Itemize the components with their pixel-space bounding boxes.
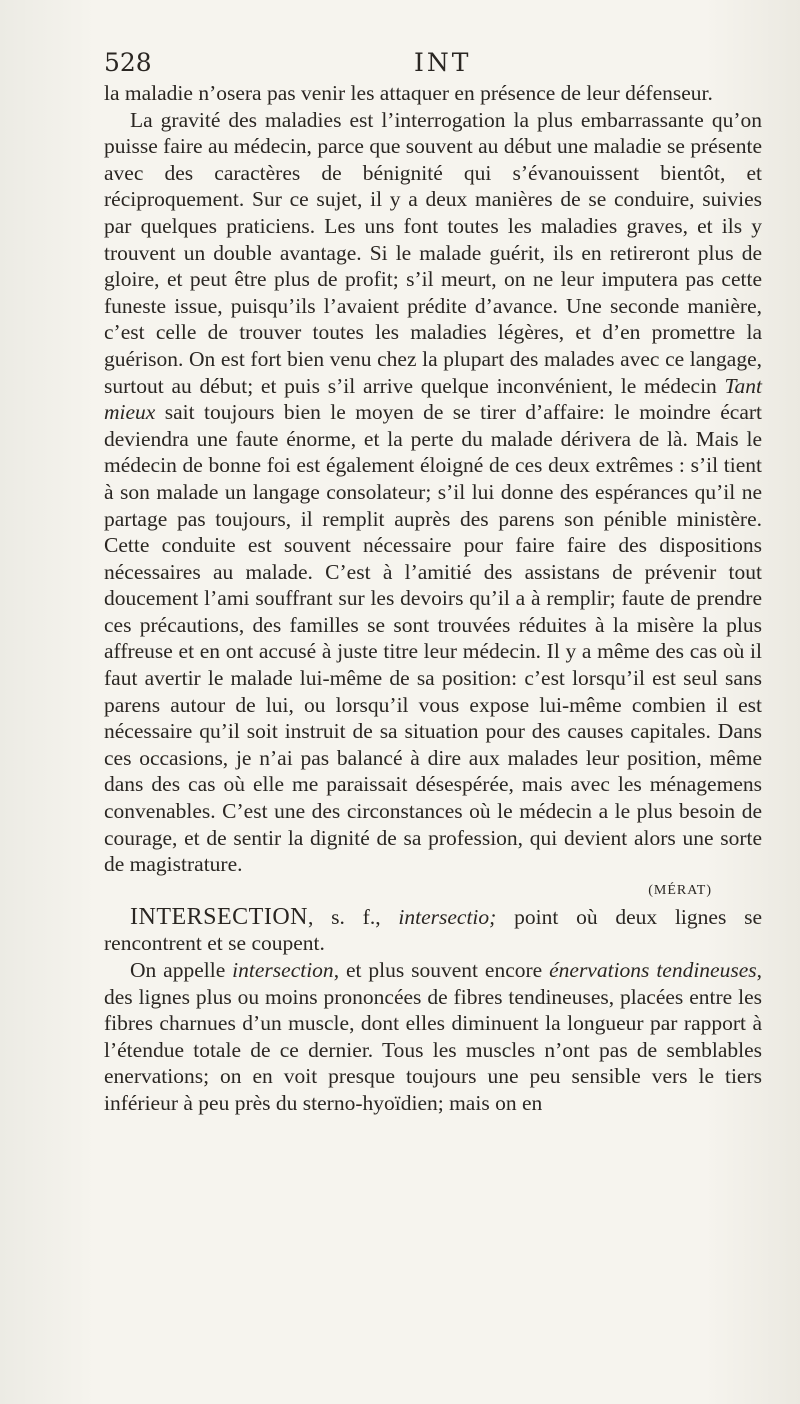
page-header — [104, 48, 764, 84]
italic-text: intersection — [232, 958, 334, 982]
italic-text: énervations tendineuses — [549, 958, 757, 982]
text-run: sait toujours bien le moyen de se tirer d’affaire: le moindre écart deviendra une faute énorme, et la perte du malade dérivera de là. Mais le médecin de bonne foi est également éloigné de ces deux extrêmes : s’il tient à son malade un langage consolateur; s’il lui donne des espérances qu’il ne partage pas toujours, il remplit auprès des parens son pénible ministère. Cette conduite est souvent nécessaire pour faire faire des dispositions nécessaires au malade. C’est à l’amitié des assistans de prévenir tout doucement l’ami souffrant sur les devoirs qu’il a à remplir; faute de prendre ces précautions, des familles se sont trouvées réduites à la misère la plus affreuse et en ont accusé à juste titre leur médecin. Il y a même des cas où il faut avertir le malade lui-même de sa position: c’est lorsqu’il est seul sans parens autour de lui, ou lorsqu’il vous expose lui-même combien il est nécessaire qu’il soit instruit de sa situation pour des causes capitales. Dans ces occasions, je n’ai pas balancé à dire aux malades leur position, même dans des cas où elle me paraissait désespérée, mais avec les ménagemens convenables. C’est une des circonstances où le médecin a le plus besoin de courage, et de sentir la dignité de sa profession, qui devient alors une sorte de magistrature. — [104, 400, 762, 877]
text-run: , des lignes plus ou moins prononcées de fibres tendineuses, placées entre les fibres charnues d’un muscle, dont elles diminuent la longueur par rapport à l’étendue totale de ce dernier. Tous les muscles n’ont pas de semblables enervations; on en voit presque toujours une peu sensible vers le tiers inférieur à peu près du sterno-hyoïdien; mais on en — [104, 958, 763, 1115]
body-text — [104, 80, 762, 1117]
paragraph — [104, 957, 762, 1117]
entry-grammar: , s. f., — [307, 904, 381, 929]
paragraph: la maladie n’osera pas venir les attaquer en présence de leur défenseur. — [104, 81, 713, 105]
dictionary-entry — [104, 904, 762, 957]
entry-headword: INTERSECTION — [130, 903, 308, 930]
entry-latin: intersectio; — [398, 904, 497, 929]
paragraph — [104, 107, 762, 878]
author-signature: (MÉRAT) — [648, 882, 712, 898]
text-run: , et plus souvent encore — [333, 958, 543, 982]
entry-definition: point où deux lignes se rencontrent et se coupent. — [104, 904, 763, 956]
text-run: La gravité des maladies est l’interrogation la plus embarrassante qu’on puisse faire au médecin, parce que souvent au début une maladie se présente avec des caractères de bénignité qui s’évanouissent bientôt, et réciproquement. Sur ce sujet, il y a deux manières de se conduire, suivies par quelques praticiens. Les uns font toutes les maladies graves, et ils y trouvent un double avantage. Si le malade guérit, ils en retireront plus de gloire, et peut être plus de profit; s’il meurt, on ne leur imputera pas cette funeste issue, puisqu’ils l’avaient prédite d’avance. Une seconde manière, c’est celle de trouver toutes les maladies légères, et d’en promettre la guérison. On est fort bien venu chez la plupart des malades avec ce langage, surtout au début; et puis s’il arrive quelque inconvénient, le médecin — [104, 107, 762, 398]
page-number: 528 — [104, 48, 152, 77]
text-run: On appelle — [130, 958, 226, 982]
italic-text: Tant mieux — [104, 373, 762, 425]
running-head: INT — [414, 48, 472, 77]
